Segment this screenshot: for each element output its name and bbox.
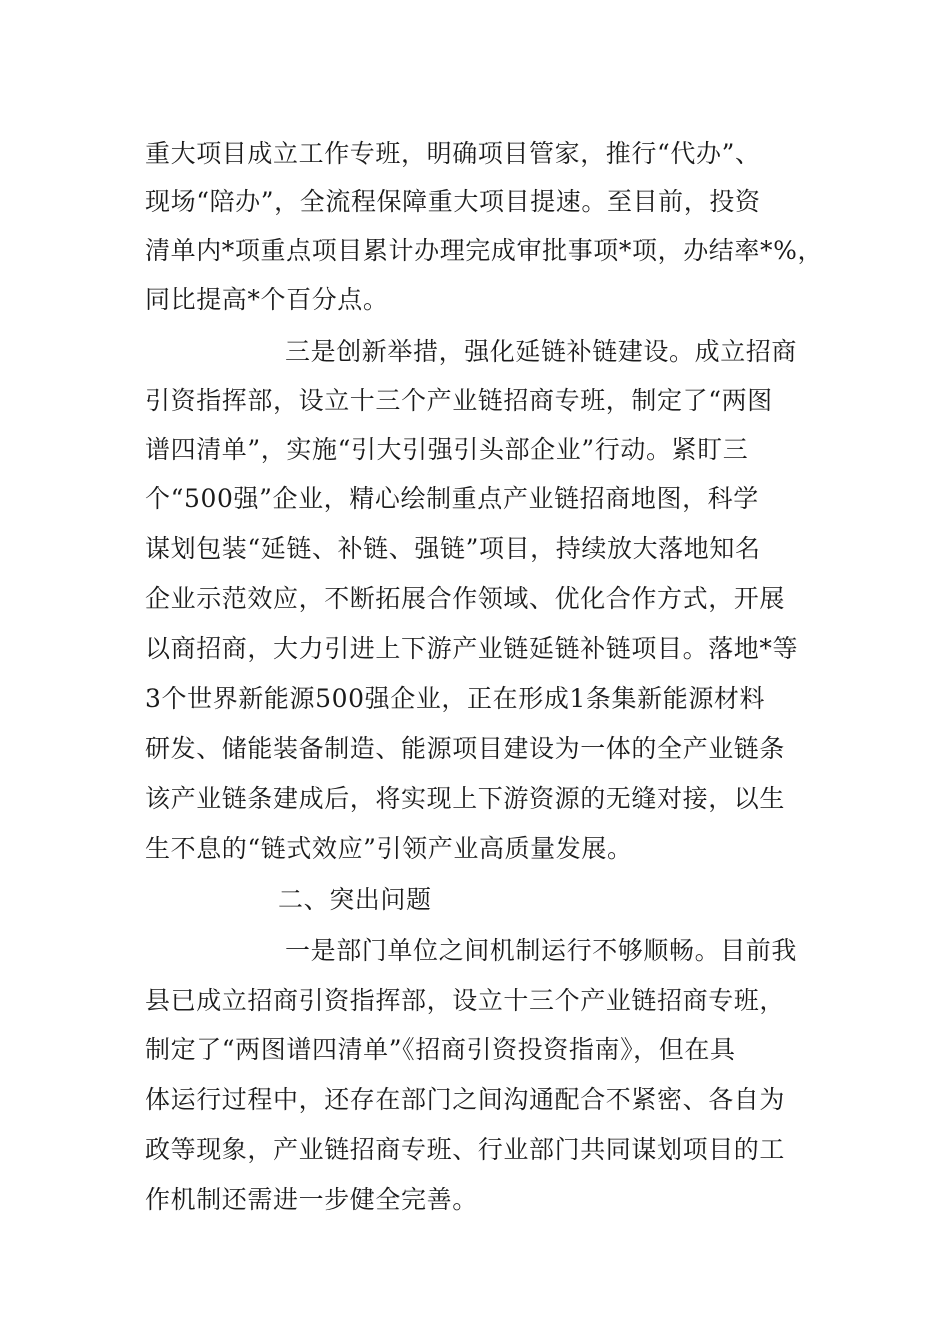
body-text-line: 3个世界新能源500强企业，正在形成1条集新能源材料 [145,684,766,713]
body-text-line: 同比提高*个百分点。 [145,285,389,314]
body-text-line: 政等现象，产业链招商专班、行业部门共同谋划项目的工 [145,1135,786,1164]
body-text-line: 谋划包装“延链、补链、强链”项目，持续放大落地知名 [145,534,761,563]
body-text-line: 该产业链条建成后，将实现上下游资源的无缝对接，以生 [145,784,786,813]
body-text-line: 研发、储能装备制造、能源项目建设为一体的全产业链条 [145,734,786,763]
body-text-line: 县已成立招商引资指挥部，设立十三个产业链招商专班， [145,986,786,1015]
body-text-line: 谱四清单”，实施“引大引强引头部企业”行动。紧盯三 [145,435,749,464]
body-text-line: 生不息的“链式效应”引领产业高质量发展。 [145,834,633,863]
body-text-line: 清单内*项重点项目累计办理完成审批事项*项，办结率*%， [145,236,824,265]
section-heading: 二、突出问题 [278,885,432,914]
body-text-line: 重大项目成立工作专班，明确项目管家，推行“代办”、 [145,139,761,168]
body-text-line: 现场“陪办”，全流程保障重大项目提速。至目前，投资 [145,187,761,216]
body-text-line: 体运行过程中，还存在部门之间沟通配合不紧密、各自为 [145,1085,786,1114]
body-text-line: 个“500强”企业，精心绘制重点产业链招商地图，科学 [145,484,759,513]
body-text-line: 以商招商，大力引进上下游产业链延链补链项目。落地*等 [145,634,799,663]
body-text-line: 作机制还需进一步健全完善。 [145,1185,478,1214]
paragraph-start-line: 三是创新举措，强化延链补链建设。成立招商 [285,337,798,366]
body-text-line: 制定了“两图谱四清单”《招商引资投资指南》，但在具 [145,1035,736,1064]
paragraph-start-line: 一是部门单位之间机制运行不够顺畅。目前我 [285,936,798,965]
body-text-line: 企业示范效应，不断拓展合作领域、优化合作方式，开展 [145,584,786,613]
body-text-line: 引资指挥部，设立十三个产业链招商专班，制定了“两图 [145,386,773,415]
